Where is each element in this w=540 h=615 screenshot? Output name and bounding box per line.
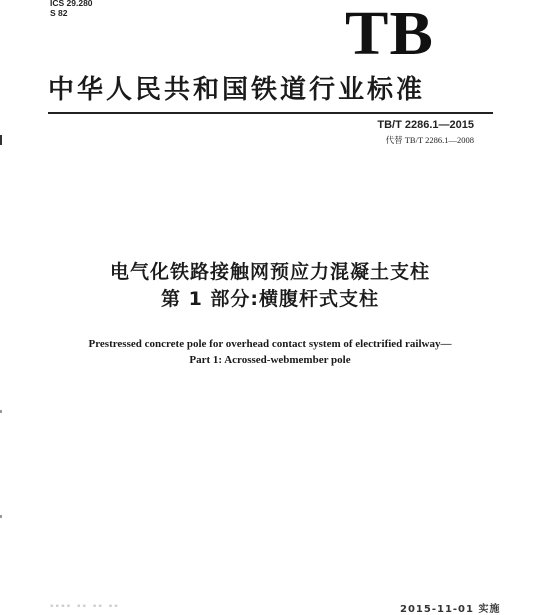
document-title-chinese: [0, 259, 540, 313]
scan-edge-dot: [0, 515, 2, 518]
publication-date-cropped: ▪▪▪▪ ▪▪ ▪▪ ▪▪: [50, 601, 120, 612]
replaces-note: 代替 TB/T 2286.1—2008: [385, 135, 474, 145]
document-title-english-line2: Part 1: Acrossed-webmember pole: [189, 354, 351, 366]
document-title-english-line1: Prestressed concrete pole for overhead contact system of electrified railway—: [88, 338, 452, 350]
scan-edge-mark: [0, 135, 2, 145]
document-title-english: [0, 336, 540, 368]
ics-code: ICS 29.280: [50, 0, 93, 8]
scan-edge-dot: [0, 410, 2, 413]
standard-category-title: 中华人民共和国铁道行业标准: [48, 75, 426, 105]
document-title-chinese-line2: 第 1 部分:横腹杆式支柱: [160, 288, 380, 310]
classification-codes: [50, 0, 93, 18]
implementation-date-cropped: 2015-11-01 实施: [400, 604, 501, 615]
tb-logo: TB: [345, 0, 434, 68]
document-title-chinese-line1: 电气化铁路接触网预应力混凝土支柱: [109, 261, 430, 283]
ccs-code: S 82: [50, 8, 68, 18]
standard-number: TB/T 2286.1—2015: [377, 119, 474, 131]
header-divider: [48, 112, 493, 114]
